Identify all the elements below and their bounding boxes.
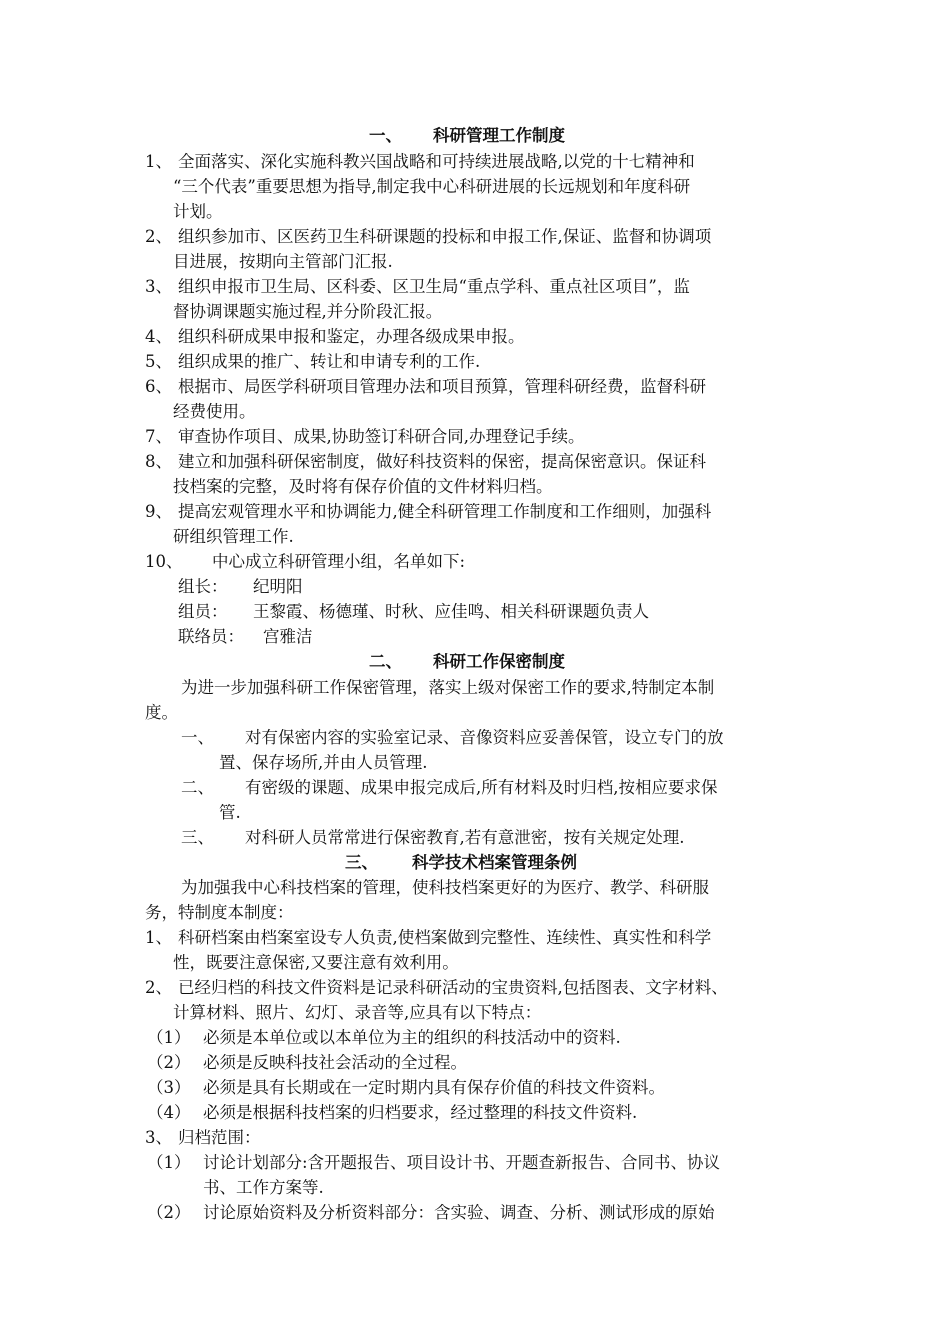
section-2-title: 科研工作保密制度: [433, 652, 565, 671]
intro-text: 为进一步加强科研工作保密管理，落实上级对保密工作的要求,特制定本制: [181, 678, 715, 697]
group-role: 组长：: [178, 577, 228, 596]
item-text: 中心成立科研管理小组，名单如下:: [212, 552, 466, 571]
sub-item-number: （4）: [147, 1103, 191, 1122]
item-text: 经费使用。: [173, 402, 256, 421]
item-text: 提高宏观管理水平和协调能力,健全科研管理工作制度和工作细则，加强科: [178, 502, 712, 521]
item-text: 根据市、局医学科研项目管理办法和项目预算，管理科研经费，监督科研: [178, 377, 706, 396]
item-text: 置、保存场所,并由人员管理.: [219, 753, 428, 772]
item-text: 已经归档的科技文件资料是记录科研活动的宝贵资料,包括图表、文字材料、: [178, 978, 728, 997]
intro-text: 务，特制度本制度：: [145, 903, 294, 922]
group-role: 组员：: [178, 602, 228, 621]
section-2-number: 二、: [369, 652, 402, 671]
item-text: 督协调课题实施过程,并分阶段汇报。: [173, 302, 443, 321]
item-text: 技档案的完整，及时将有保存价值的文件材料归档。: [173, 477, 553, 496]
item-number: 5、: [145, 352, 172, 371]
sub-item-text: 必须是根据科技档案的归档要求，经过整理的科技文件资料.: [203, 1103, 638, 1122]
item-text: 全面落实、深化实施科教兴国战略和可持续进展战略,以党的十七精神和: [178, 152, 695, 171]
item-number: 三、: [181, 828, 214, 847]
item-number: 3、: [145, 277, 172, 296]
item-number: 2、: [145, 978, 172, 997]
item-text: 建立和加强科研保密制度，做好科技资料的保密，提高保密意识。保证科: [178, 452, 706, 471]
sub-item-number: （1）: [147, 1153, 191, 1172]
sub-item-number: （1）: [147, 1028, 191, 1047]
sub-item-text: 必须是反映科技社会活动的全过程。: [203, 1053, 467, 1072]
item-number: 3、: [145, 1128, 172, 1147]
intro-text: 度。: [145, 703, 178, 722]
item-text: 对有保密内容的实验室记录、音像资料应妥善保管，设立专门的放: [245, 728, 724, 747]
section-3-number: 三、: [345, 853, 378, 872]
item-text: 组织申报市卫生局、区科委、区卫生局“重点学科、重点社区项目”，监: [178, 277, 690, 296]
item-text: 计算材料、照片、幻灯、录音等,应具有以下特点：: [173, 1003, 542, 1022]
item-number: 二、: [181, 778, 214, 797]
item-text: 目进展，按期向主管部门汇报.: [173, 252, 393, 271]
item-number: 7、: [145, 427, 172, 446]
item-text: 研组织管理工作.: [173, 527, 294, 546]
item-text: 归档范围：: [178, 1128, 261, 1147]
sub-item-text: 必须是本单位或以本单位为主的组织的科技活动中的资料.: [203, 1028, 621, 1047]
item-text: 管.: [219, 803, 241, 822]
sub-item-text: 讨论原始资料及分析资料部分：含实验、调查、分析、测试形成的原始: [203, 1203, 715, 1222]
sub-item-number: （3）: [147, 1078, 191, 1097]
item-number: 4、: [145, 327, 172, 346]
item-text: 有密级的课题、成果申报完成后,所有材料及时归档,按相应要求保: [245, 778, 718, 797]
section-1-number: 一、: [369, 126, 402, 145]
item-text: 审查协作项目、成果,协助签订科研合同,办理登记手续。: [178, 427, 585, 446]
group-names: 纪明阳: [253, 577, 303, 596]
item-text: 科研档案由档案室设专人负责,使档案做到完整性、连续性、真实性和科学: [178, 928, 712, 947]
section-3-title: 科学技术档案管理条例: [412, 853, 577, 872]
item-text: 计划。: [173, 202, 223, 221]
sub-item-text: 讨论计划部分:含开题报告、项目设计书、开题查新报告、合同书、协议: [203, 1153, 721, 1172]
item-text: 组织科研成果申报和鉴定，办理各级成果申报。: [178, 327, 525, 346]
item-number: 8、: [145, 452, 172, 471]
sub-item-number: （2）: [147, 1203, 191, 1222]
group-names: 宫雅洁: [263, 627, 313, 646]
sub-item-number: （2）: [147, 1053, 191, 1072]
item-number: 10、: [145, 552, 183, 571]
section-1-title: 科研管理工作制度: [433, 126, 565, 145]
item-number: 2、: [145, 227, 172, 246]
item-number: 6、: [145, 377, 172, 396]
item-number: 1、: [145, 928, 172, 947]
item-text: 对科研人员常常进行保密教育,若有意泄密，按有关规定处理.: [245, 828, 685, 847]
item-number: 9、: [145, 502, 172, 521]
item-number: 一、: [181, 728, 214, 747]
group-role: 联络员：: [178, 627, 244, 646]
sub-item-text: 书、工作方案等.: [203, 1178, 324, 1197]
item-text: 性，既要注意保密,又要注意有效利用。: [173, 953, 459, 972]
item-text: 组织成果的推广、转让和申请专利的工作.: [178, 352, 481, 371]
intro-text: 为加强我中心科技档案的管理，使科技档案更好的为医疗、教学、科研服: [181, 878, 709, 897]
item-number: 1、: [145, 152, 172, 171]
item-text: 组织参加市、区医药卫生科研课题的投标和申报工作,保证、监督和协调项: [178, 227, 712, 246]
group-names: 王黎霞、杨德瑾、时秋、应佳鸣、相关科研课题负责人: [253, 602, 649, 621]
item-text: “三个代表”重要思想为指导,制定我中心科研进展的长远规划和年度科研: [173, 177, 691, 196]
sub-item-text: 必须是具有长期或在一定时期内具有保存价值的科技文件资料。: [203, 1078, 665, 1097]
